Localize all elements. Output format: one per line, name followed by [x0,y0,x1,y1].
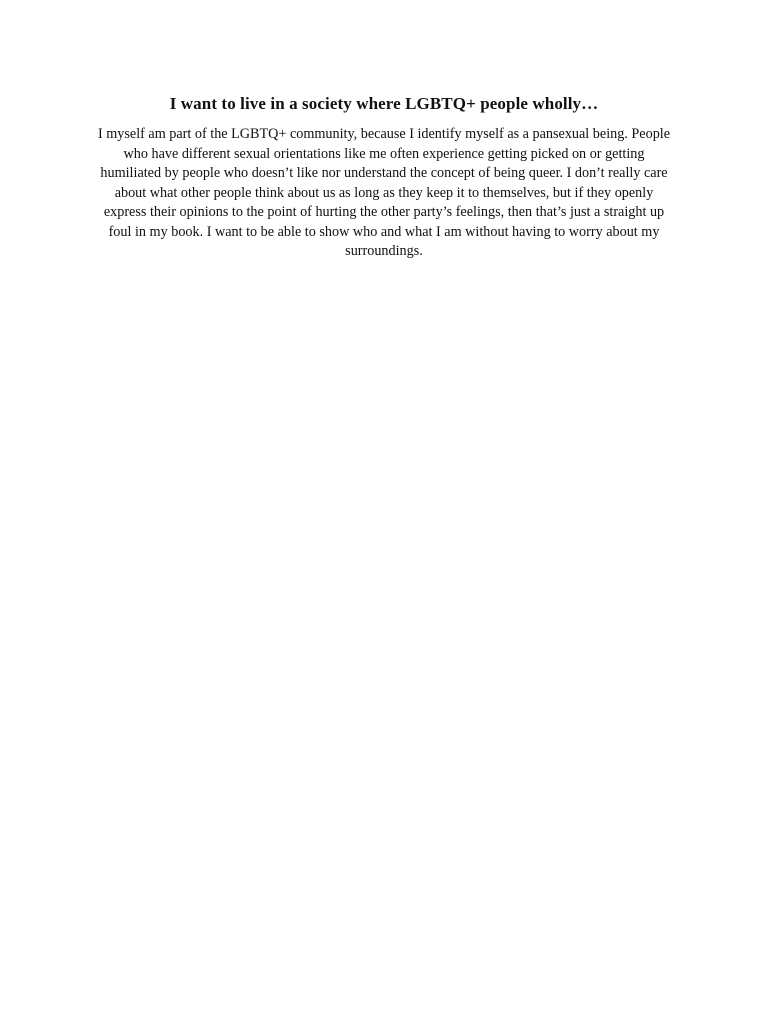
document-content [92,94,676,262]
document-paragraph: I myself am part of the LGBTQ+ community, because I identify myself as a pansexual being. People who have different sexual orientations like me often experience getting picked on or getting humiliated by people who doesn’t like nor understand the concept of being queer. I don’t really care about what other people think about us as long as they keep it to themselves, but if they openly express their opinions to the point of hurting the other party’s feelings, then that’s just a straight up foul in my book. I want to be able to show who and what I am without having to worry about my surroundings. [97,126,671,259]
document-title: I want to live in a society where LGBTQ+ people wholly… [169,94,599,113]
